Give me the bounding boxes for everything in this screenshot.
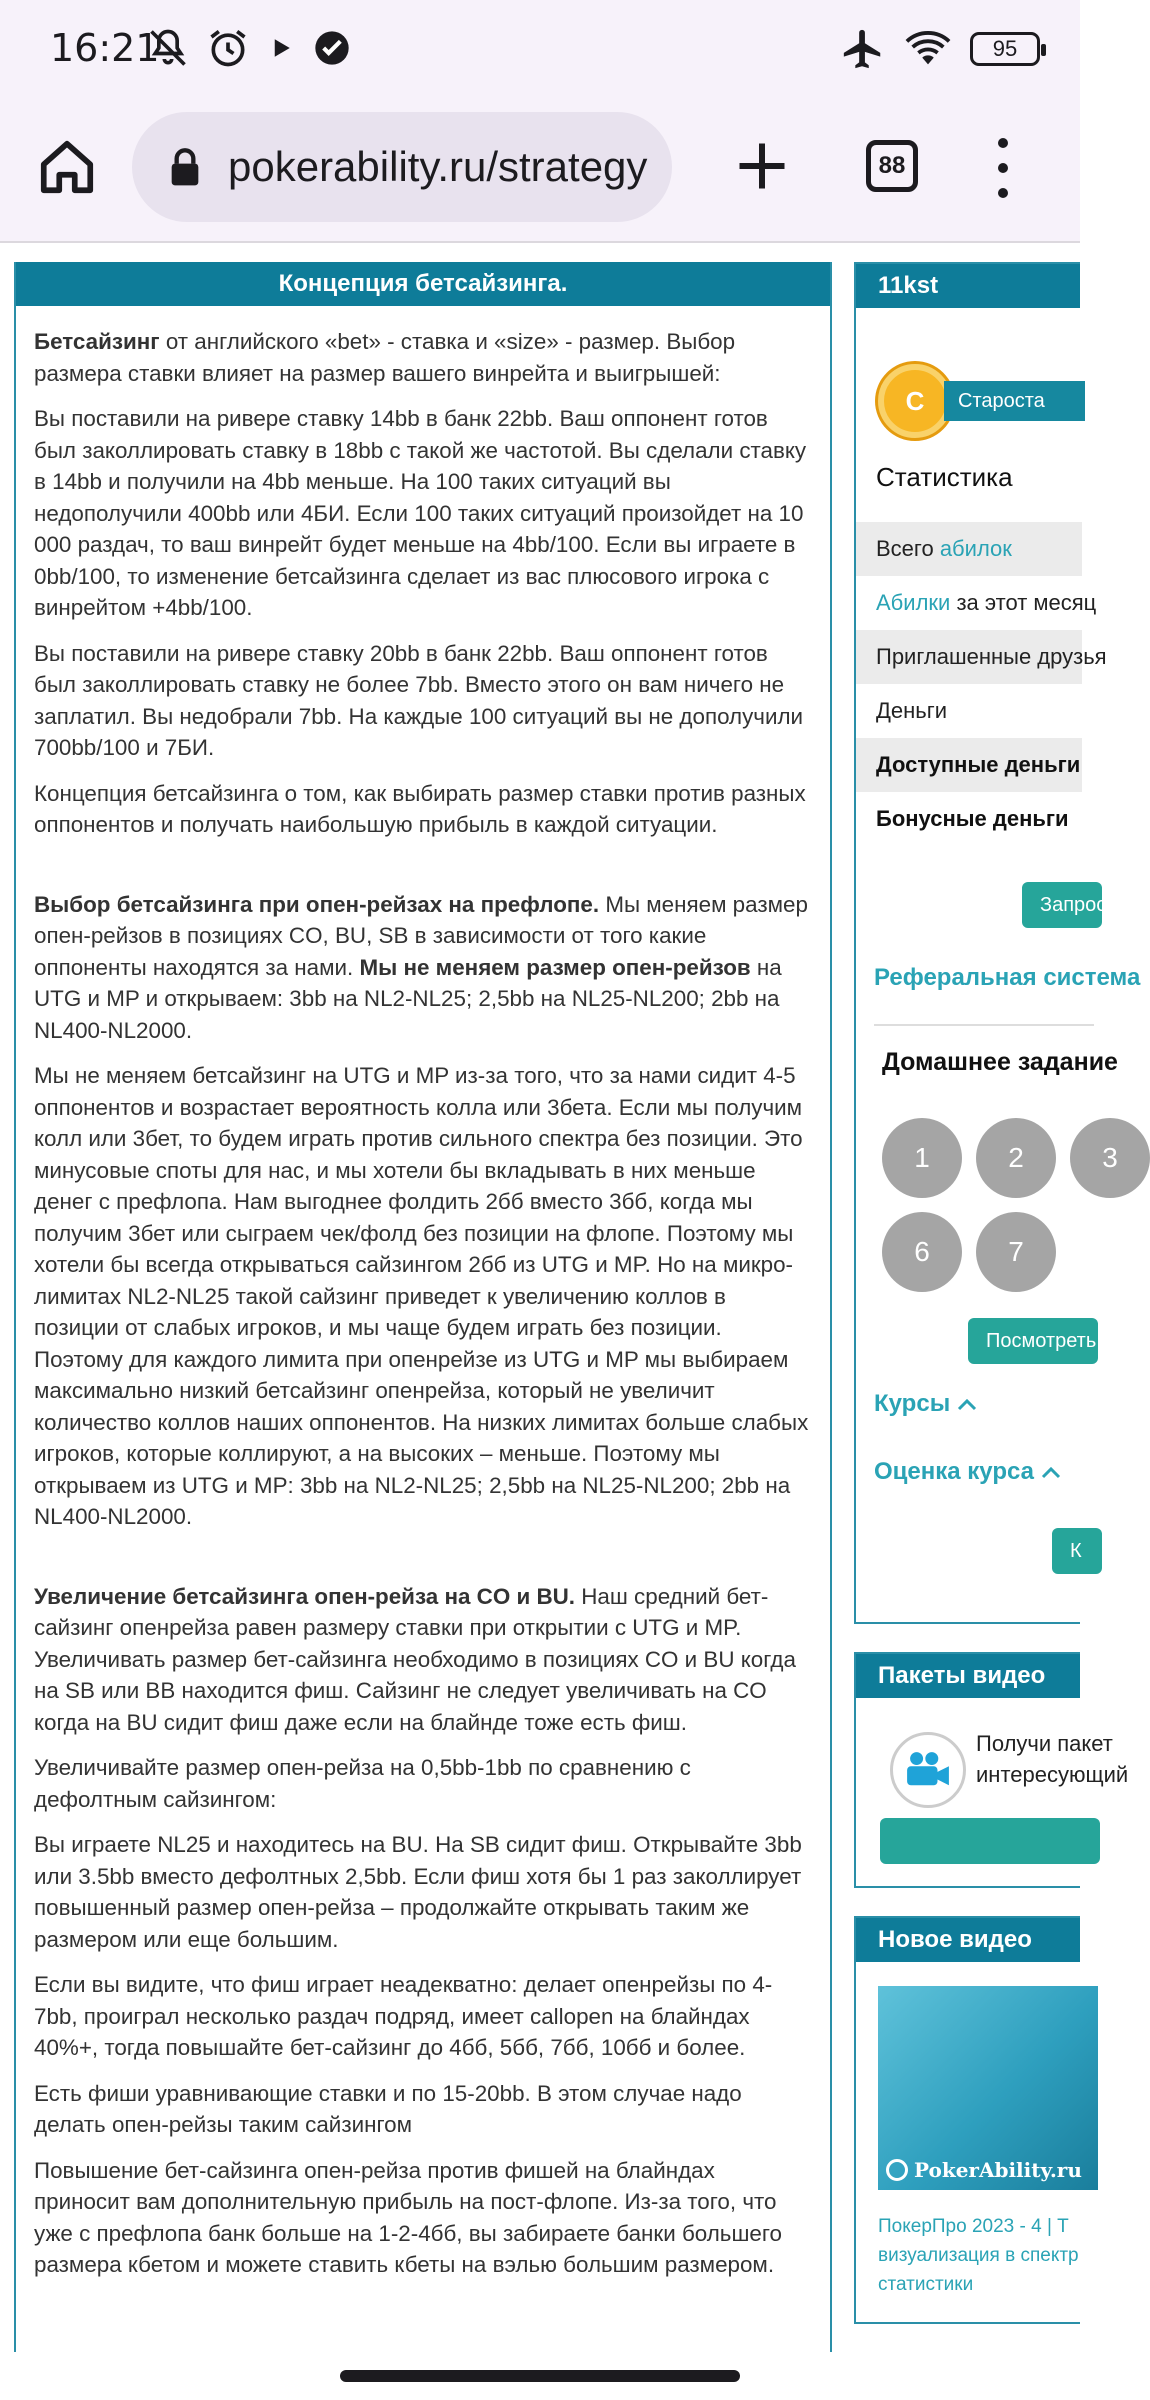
battery-icon: 95 (970, 32, 1040, 66)
browser-toolbar (0, 98, 1080, 243)
text: Мы меняем размер опен-рейзов в позициях CO, BU, SB в зависимости от того какие оппоненты находятся за нами. (34, 891, 808, 980)
url-text[interactable]: pokerability.ru/strategy (228, 143, 648, 190)
homework-item[interactable]: 1 (882, 1118, 962, 1198)
chevron-up-icon (957, 1397, 977, 1411)
text: на UTG и MP и открываем: 3bb на NL2-NL25; 2,5bb на NL25-NL200; 2bb на NL400-NL2000. (34, 954, 782, 1043)
paragraph: Мы не меняем бетсайзинг на UTG и MP из-за того, что за нами сидит 4-5 оппонентов и возрастает вероятность колла или 3бета. Если мы получим колл или 3бет, то будем играть против сильного спектра без позиции. Это минусовые споты для нас, и мы хотели бы вкладывать в них меньше денег с префлопа. Нам выгоднее фолдить 2бб вместо 3бб, когда мы получим 3бет или сыграем чек/фолд без позиции на флопе. Поэтому мы хотели бы всегда открываться сайзингом 2бб из UTG и MP. Но на микро-лимитах NL2-NL25 такой сайзинг приведет к увеличению коллов в позиции от слабых игроков, и мы чаще будем играть без позиции. Поэтому для каждого лимита при опенрейзе из UTG и MP мы выбираем максимально низкий бетсайзинг опенрейза, который не увеличит количество коллов наших оппонентов. На низких лимитах больше слабых игроков, которые коллируют, а на высоких – меньше. Поэтому мы открываем из UTG и MP: 3bb на NL2-NL25; 2,5bb на NL25-NL200; 2bb на NL400-NL2000. (34, 1063, 809, 1529)
paragraph: Если вы видите, что фиш играет неадекватно: делает опенрейзы по 4-7bb, проиграл несколько раздач подряд, имеет callopen на блайндах 40%+, тогда повышайте бет-сайзинг до 4бб, 5бб, 7бб, 10бб и более. (34, 1972, 773, 2060)
bold-term: Увеличение бетсайзинга опен-рейза на CO и BU. (34, 1583, 576, 1609)
stat-month: Абилки за этот месяц (876, 590, 1097, 615)
overflow-menu-icon[interactable] (990, 138, 1016, 198)
view-homework-button[interactable]: Посмотреть (968, 1318, 1098, 1364)
request-button[interactable]: Запросить (1022, 882, 1102, 928)
url-bar[interactable] (132, 112, 672, 222)
courses-toggle[interactable]: Курсы (874, 1390, 977, 1418)
airplane-icon (840, 26, 886, 72)
video-packs-text: Получи пакет интересующий (976, 1731, 1129, 1787)
status-icons-left (146, 26, 352, 70)
coin-icon: C (878, 364, 952, 438)
stat-available-money: Доступные деньги (856, 738, 1082, 792)
bold-term: Выбор бетсайзинга при опен-рейзах на префлопе. (34, 891, 600, 917)
homework-item[interactable]: 6 (882, 1212, 962, 1292)
homework-title: Домашнее задание (882, 1048, 1118, 1076)
play-icon (266, 33, 296, 63)
paragraph: Увеличивайте размер опен-рейза на 0,5bb-1bb по сравнению с дефолтным сайзингом: (34, 1755, 691, 1812)
wifi-icon (904, 26, 952, 72)
article-title: Концепция бетсайзинга. (16, 262, 830, 306)
bold-term: Бетсайзинг (34, 329, 160, 354)
new-video-link[interactable]: ПокерПро 2023 - 4 | Т визуализация в спектр статистики (878, 2216, 1079, 2295)
paragraph (34, 889, 812, 1047)
article-body (16, 306, 830, 2281)
video-camera-icon (890, 1732, 966, 1808)
lock-icon (168, 147, 202, 187)
user-panel (854, 262, 1141, 1624)
check-circle-icon (312, 28, 352, 68)
homework-item[interactable]: 3 (1070, 1118, 1150, 1198)
course-button[interactable]: К (1052, 1528, 1102, 1574)
rank-badge (878, 364, 1085, 438)
abilki-link[interactable]: абилок (939, 536, 1012, 561)
paragraph: Концепция бетсайзинга о том, как выбирать размер ставки против разных оппонентов и получать наибольшую прибыль в каждой ситуации. (34, 780, 806, 837)
paragraph: Вы играете NL25 и находитесь на BU. На SB сидит фиш. Открывайте 3bb или 3.5bb вместо дефолтных 2,5bb. Если фиш хотя бы 1 раз заколлирует повышенный размер опен-рейза – продолжайте открывать таким же размером или еще большим. (34, 1832, 802, 1952)
new-video-panel (854, 1916, 1080, 2324)
video-packs-panel (854, 1652, 1129, 1888)
video-packs-button[interactable] (880, 1818, 1100, 1864)
status-bar (0, 0, 1080, 98)
paragraph: Вы поставили на ривере ставку 20bb в банк 22bb. Ваш оппонент готов был заколлировать ставку не более 7bb. Вместо этого он вам ничего не заплатил. Вы недобрали 7bb. На каждые 100 ситуаций вы не дополучили 700bb/100 и 7БИ. (34, 640, 804, 760)
divider (874, 1024, 1094, 1026)
stat-total: Всего абилок (856, 522, 1082, 576)
abilki-month-link[interactable]: Абилки (876, 590, 951, 615)
new-video-title: Новое видео (856, 1918, 1080, 1962)
paragraph (34, 326, 812, 389)
pokerability-logo: PokerAbility.ru (886, 2158, 1082, 2182)
course-rating-toggle[interactable]: Оценка курса (874, 1458, 1061, 1486)
stat-bonus-money: Бонусные деньги (876, 806, 1069, 831)
homework-item[interactable]: 7 (976, 1212, 1056, 1292)
username[interactable]: 11kst (856, 264, 1080, 308)
referral-link[interactable]: Реферальная система (874, 964, 1141, 991)
sidebar (854, 262, 1141, 2324)
chevron-up-icon (1041, 1465, 1061, 1479)
paragraph: Вы поставили на ривере ставку 14bb в банк 22bb. Ваш оппонент готов был заколлировать ставку в 18bb с такой же частотой. Вы сделали ставку в 14bb и получили на 4bb меньше. На 100 таких ситуаций вы недополучили 400bb или 4БИ. Если 100 таких ситуаций произойдет на 10 000 раздач, то ваш винрейт будет меньше на 4bb/100. Если вы играете в 0bb/100, то изменение бетсайзинга сделает из вас плюсового игрока с винрейтом +4bb/100. (34, 406, 807, 620)
stats-title: Статистика (876, 462, 1013, 492)
home-gesture-handle[interactable] (340, 2370, 740, 2382)
stats-list (856, 522, 1107, 846)
tab-switcher-button[interactable]: 88 (866, 140, 918, 192)
home-icon[interactable] (36, 136, 98, 198)
mute-icon (146, 26, 190, 70)
video-packs-title: Пакеты видео (856, 1654, 1080, 1698)
video-thumbnail[interactable] (878, 1986, 1098, 2190)
text: от английского «bet» - ставка и «size» - размер. Выбор размера ставки влияет на размер вашего винрейта и выигрышей: (34, 329, 736, 386)
paragraph (34, 1581, 812, 1739)
text: Наш средний бет-сайзинг опенрейза равен размеру ставки при открытии с UTG и MP. Увеличивать размер бет-сайзинга необходимо в позициях CO и BU когда на SB или BB находится фиш. Сайзинг не следует увеличивать на CO когда на BU сидит фиш даже если на блайнде тоже есть фиш. (34, 1583, 796, 1735)
status-time: 16:21 (50, 26, 160, 70)
stat-money: Деньги (876, 698, 948, 723)
gesture-nav-bar (0, 2352, 1080, 2400)
status-icons-right (840, 26, 1040, 72)
alarm-icon (206, 26, 250, 70)
paragraph: Есть фиши уравнивающие ставки и по 15-20bb. В этом случае надо делать опен-рейзы таким сайзингом (34, 2080, 742, 2137)
new-tab-icon[interactable] (732, 136, 792, 196)
stat-invited: Приглашенные друзья (856, 630, 1082, 684)
article-panel (14, 262, 832, 2362)
rank-label: Староста (944, 381, 1085, 421)
homework-item[interactable]: 2 (976, 1118, 1056, 1198)
bold-term: Мы не меняем размер опен-рейзов (359, 954, 751, 980)
paragraph: Повышение бет-сайзинга опен-рейза против фишей на блайндах приносит вам дополнительную прибыль на пост-флопе. Из-за того, что уже с префлопа банк больше на 1-2-4бб, вы забираете банки большего размера кбетом и можете ставить кбеты на вэлью большим размером. (34, 2157, 782, 2277)
